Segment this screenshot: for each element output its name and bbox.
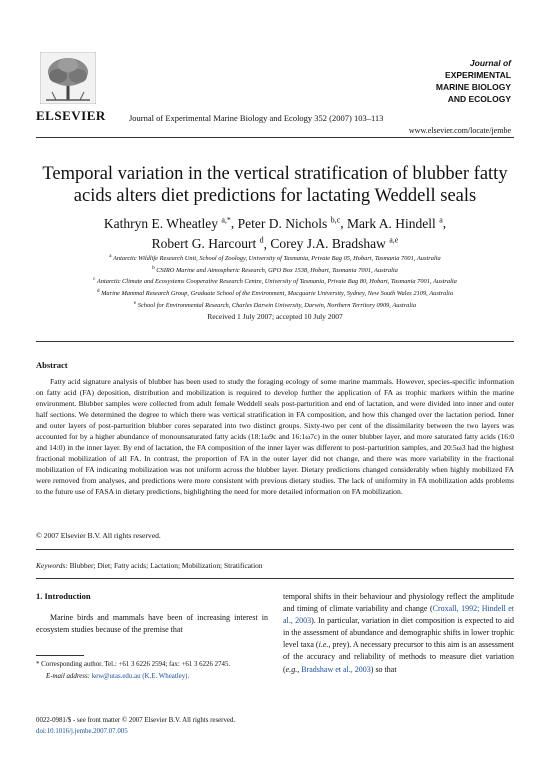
affiliation-item: $^b$ CSIRO Marine and Atmospheric Research, GPO Box 1538, Hobart, Tasmania 7001, Australia [152, 265, 398, 274]
keywords-label: Keywords: [36, 561, 68, 570]
affiliation-item: $^e$ School for Environmental Research, Charles Darwin University, Darwin, Northern Territory 0909, Australia [133, 300, 417, 309]
abstract-copyright: © 2007 Elsevier B.V. All rights reserved. [36, 531, 161, 540]
journal-website-link[interactable]: www.elsevier.com/locate/jembe [408, 126, 511, 135]
author-list: Kathryn E. Wheatley $^{a,*}$, Peter D. Nichols $^{b,c}$, Mark A. Hindell $^a$, Robert G. Harcourt $^d$, Corey J.A. Bradshaw $^{a,e}$ [103, 215, 447, 251]
journal-citation: Journal of Experimental Marine Biology and Ecology 352 (2007) 103–113 [129, 113, 384, 123]
elsevier-tree-icon [40, 52, 96, 104]
author-5[interactable]: Corey J.A. Bradshaw $^{a,e}$ [270, 235, 399, 251]
keywords-divider [36, 578, 514, 579]
affiliation-item: $^d$ Marine Mammal Research Group, Graduate School of the Environment, Macquarie University, Sydney, New South Wales 2109, Australia [96, 289, 454, 298]
author-2[interactable]: Peter D. Nichols $^{b,c}$ [237, 215, 341, 231]
author-1[interactable]: Kathryn E. Wheatley $^{a,*}$ [103, 215, 231, 231]
brand-journal-of: Journal of [469, 58, 511, 68]
footnote-divider [36, 655, 84, 656]
abstract-heading: Abstract [36, 360, 68, 370]
keywords [36, 561, 263, 570]
issn-line: 0022-0981/$ - see front matter © 2007 Elsevier B.V. All rights reserved. [36, 717, 236, 724]
intro-paragraph-left: Marine birds and mammals have been of increasing interest in ecosystem studies because of the premise that [36, 613, 268, 634]
affiliation-item: $^c$ Antarctic Climate and Ecosystems Cooperative Research Centre, University of Tasmania, Private Bag 80, Hobart, Tasmania 7001, Australia [93, 277, 457, 286]
header-divider [36, 137, 514, 138]
publisher-name: ELSEVIER [36, 108, 106, 123]
received-dates: Received 1 July 2007; accepted 10 July 2007 [207, 312, 343, 321]
citation-link[interactable]: Croxall, 1992; Hindell et al., 2003 [283, 604, 514, 626]
corresponding-author-footnote: * Corresponding author. Tel.: +61 3 6226 2594; fax: +61 3 6226 2745. E-mail address: kew@utas.edu.au (K.E. Wheatley). [36, 661, 231, 680]
intro-paragraph-right: temporal shifts in their behaviour and physiology reflect the amplitude and timing of climate variability and change (Croxall, 1992; Hindell et al., 2003). In particular, variation in diet composition is expected to aid in the assessment of abundance and demographic shifts in lower trophic level taxa (i.e., prey). A necessary precursor to this aim is an assessment of the accuracy and reliability of methods to measure diet variation (e.g., Bradshaw et al., 2003) so that [283, 592, 514, 674]
section-heading-introduction: 1. Introduction [36, 591, 91, 601]
article-title: Temporal variation in the vertical stratification of blubber fatty acids alters diet predictions for lactating Weddell seals [42, 164, 508, 206]
brand-line-2: MARINE BIOLOGY [435, 82, 511, 92]
brand-line-3: AND ECOLOGY [447, 94, 511, 104]
abstract-top-divider [36, 341, 514, 342]
author-3[interactable]: Mark A. Hindell $^a$ [346, 215, 443, 231]
author-4[interactable]: Robert G. Harcourt $^d$ [151, 235, 264, 251]
doi-link[interactable]: doi:10.1016/j.jembe.2007.07.005 [36, 728, 128, 735]
affiliation-item: $^a$ Antarctic Wildlife Research Unit, School of Zoology, University of Tasmania, Private Bag 05, Hobart, Tasmania 7001, Australia [109, 254, 441, 263]
journal-brand [436, 57, 511, 105]
email-link[interactable]: kew@utas.edu.au (K.E. Wheatley). [91, 673, 190, 680]
brand-line-1: EXPERIMENTAL [445, 70, 511, 80]
abstract-text: Fatty acid signature analysis of blubber has been used to study the foraging ecology of some marine mammals. However, species-specific information on fatty acid (FA) deposition, distribution and mobilization is required to develop further the application of FA as trophic markers within the marine environment. Blubber samples were collected from adult female Weddell seals post-parturition and end of lactation, and were divided into inner and outer half sections. We determined the degree to which there was vertical stratification in FA composition, and how this changed over the lactation period. Inner and outer layers of post-parturition blubber cores separated into two distinct groups. Sixty-two per cent of the dissimilarity between the two layers was accounted for by a higher abundance of monounsaturated fatty acids (18:1ω9c and 16:1ω7c) in the outer blubber layer, and more saturated fatty acids (16:0 and 14:0) in the inner layer. By end of lactation, the FA composition of the inner layer was different to post-parturition samples, and 20:5ω3 had the highest fractional mobilization of all FA. In contrast, the proportion of FA in the outer layer did not change, and there was more variability in the fractional mobilization of FA indicating mobilization was not uniform across the blubber layer. Dietary predictions changed considerably when highly mobilized FA were removed from analyses, and predictions were more consistent with previous dietary studies. The lack of uniformity in FA mobilization adds problems to the future use of FASA in dietary predictions, highlighting the need for more detailed information on FA mobilization. [36, 377, 514, 496]
keywords-text: Blubber; Diet; Fatty acids; Lactation; Mobilization; Stratification [69, 561, 263, 570]
affiliation-list [36, 252, 514, 311]
citation-link[interactable]: Bradshaw et al., 2003 [301, 664, 371, 674]
abstract-bottom-divider [36, 549, 514, 550]
